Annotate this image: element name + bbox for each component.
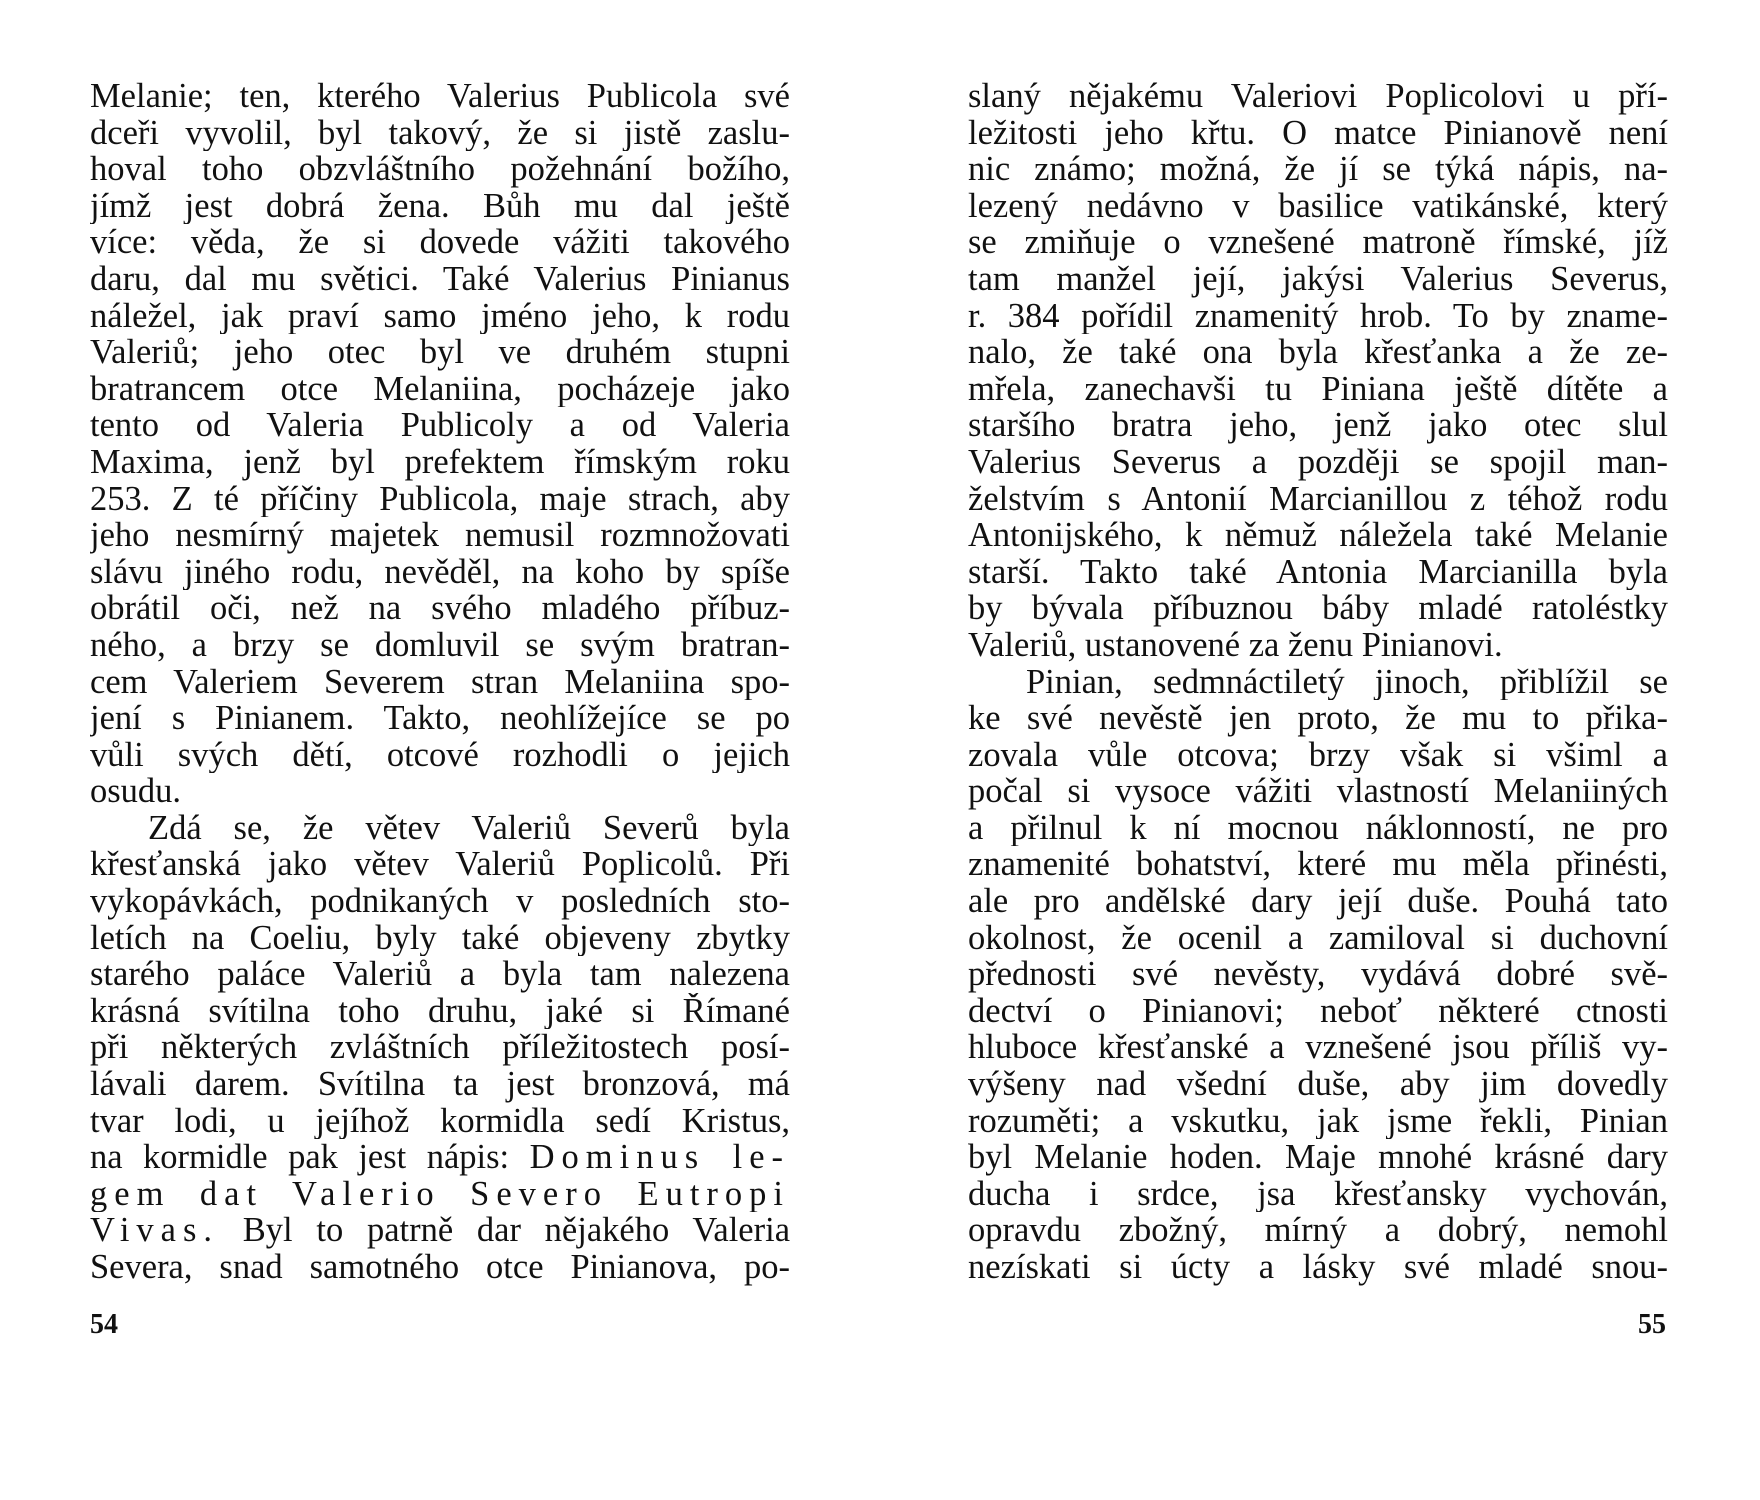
paragraph-start-line: Pinian, sedmnáctiletý jinoch, přiblížil se xyxy=(1026,663,1668,701)
text-line: byl Melanie hoden. Maje mnohé krásné dary xyxy=(968,1139,1668,1176)
text-line: počal si vysoce vážiti vlastností Melaniiných xyxy=(968,773,1668,810)
text-line: nalo, že také ona byla křesťanka a že ze- xyxy=(968,334,1668,371)
text-line: Melanie; ten, kterého Valerius Publicola své xyxy=(90,78,790,115)
text-segment: na kormidle pak jest nápis: xyxy=(90,1139,510,1176)
text-line: lezený nedávno v basilice vatikánské, který xyxy=(968,187,1668,225)
text-line: vykopávkách, podnikaných v posledních sto- xyxy=(90,883,790,920)
page-number-left: 54 xyxy=(90,1309,118,1340)
text-line: Antonijského, k němuž náležela také Melanie xyxy=(968,517,1668,554)
left-page xyxy=(90,78,790,1286)
text-line: daru, dal mu světici. Také Valerius Pinianus xyxy=(90,260,790,298)
text-line xyxy=(90,1139,790,1176)
text-line: ke své nevěstě jen proto, že mu to přika- xyxy=(968,700,1668,737)
text-line: nezískati si úcty a lásky své mladé snou- xyxy=(968,1249,1668,1286)
text-line xyxy=(90,1212,790,1249)
text-line: tvar lodi, u jejíhož kormidla sedí Kristus, xyxy=(90,1102,790,1140)
spaced-inscription: Dominus le- xyxy=(529,1139,790,1176)
text-line: r. 384 pořídil znamenitý hrob. To by zname- xyxy=(968,297,1668,335)
paragraph-start-line: Zdá se, že větev Valeriů Severů byla xyxy=(148,809,790,847)
text-line: náležel, jak praví samo jméno jeho, k rodu xyxy=(90,297,790,335)
text-line: staršího bratra jeho, jenž jako otec slul xyxy=(968,407,1668,444)
text-line: ného, a brzy se domluvil se svým bratran- xyxy=(90,626,790,664)
text-line: lávali darem. Svítilna ta jest bronzová, má xyxy=(90,1066,790,1103)
text-line: a přilnul k ní mocnou náklonností, ne pro xyxy=(968,809,1668,847)
text-line: starého paláce Valeriů a byla tam nalezena xyxy=(90,956,790,993)
text-line: ležitosti jeho křtu. O matce Pinianově není xyxy=(968,114,1668,152)
text-line: obrátil oči, než na svého mladého příbuz- xyxy=(90,590,790,627)
text-line: 253. Z té příčiny Publicola, maje strach, aby xyxy=(90,480,790,518)
text-line: dceři vyvolil, byl takový, že si jistě zaslu- xyxy=(90,114,790,152)
text-line: jímž jest dobrá žena. Bůh mu dal ještě xyxy=(90,187,790,225)
text-line: jení s Pinianem. Takto, neohlížejíce se po xyxy=(90,700,790,737)
paragraph-end-line: Valeriů, ustanovené za ženu Pinianovi. xyxy=(968,626,1503,664)
text-line: Valeriů; jeho otec byl ve druhém stupni xyxy=(90,334,790,371)
text-line: ale pro andělské dary její duše. Pouhá tato xyxy=(968,883,1668,920)
text-line: křesťanská jako větev Valeriů Poplicolů. Při xyxy=(90,846,790,884)
text-line: krásná svítilna toho druhu, jaké si Římané xyxy=(90,992,790,1030)
text-line: by bývala příbuznou báby mladé ratoléstky xyxy=(968,590,1668,627)
text-line: hluboce křesťanské a vznešené jsou příliš vy- xyxy=(968,1029,1668,1067)
text-line: Maxima, jenž byl prefektem římským roku xyxy=(90,443,790,481)
text-line: výšeny nad všední duše, aby jim dovedly xyxy=(968,1066,1668,1103)
text-line: ducha i srdce, jsa křesťansky vychován, xyxy=(968,1175,1668,1213)
text-line: Severa, snad samotného otce Pinianova, po- xyxy=(90,1249,790,1286)
text-line: slaný nějakému Valeriovi Poplicolovi u pří- xyxy=(968,78,1668,115)
text-line: nic známo; možná, že jí se týká nápis, na- xyxy=(968,151,1668,188)
text-line: bratrancem otce Melaniina, pocházeje jako xyxy=(90,370,790,408)
text-line: hoval toho obzvláštního požehnání božího, xyxy=(90,151,790,188)
text-line: slávu jiného rodu, nevěděl, na koho by spíše xyxy=(90,553,790,591)
right-page xyxy=(968,78,1668,1286)
text-line: opravdu zbožný, mírný a dobrý, nemohl xyxy=(968,1212,1668,1249)
text-line: dectví o Pinianovi; neboť některé ctnosti xyxy=(968,992,1668,1030)
text-line: želstvím s Antonií Marcianillou z téhož rodu xyxy=(968,480,1668,518)
text-line: tento od Valeria Publicoly a od Valeria xyxy=(90,407,790,444)
text-line: přednosti své nevěsty, vydává dobré svě- xyxy=(968,956,1668,993)
text-line: při některých zvláštních příležitostech posí- xyxy=(90,1029,790,1067)
text-line: letích na Coeliu, byly také objeveny zbytky xyxy=(90,919,790,957)
text-line: se zmiňuje o vznešené matroně římské, jíž xyxy=(968,224,1668,261)
text-line: jeho nesmírný majetek nemusil rozmnožovati xyxy=(90,517,790,554)
text-line: Valerius Severus a později se spojil man- xyxy=(968,443,1668,481)
text-line: tam manžel její, jakýsi Valerius Severus, xyxy=(968,260,1668,298)
text-line: okolnost, že ocenil a zamiloval si duchovní xyxy=(968,919,1668,957)
text-line: vůli svých dětí, otcové rozhodli o jejich xyxy=(90,736,790,774)
text-line: znamenité bohatství, které mu měla přinésti, xyxy=(968,846,1668,884)
text-line: více: věda, že si dovede vážiti takového xyxy=(90,224,790,261)
text-line: zovala vůle otcova; brzy však si všiml a xyxy=(968,736,1668,774)
page-number-right: 55 xyxy=(1638,1309,1666,1340)
paragraph-end-line: osudu. xyxy=(90,773,182,810)
text-segment: Byl to patrně dar nějakého Valeria xyxy=(242,1212,790,1249)
text-line: cem Valeriem Severem stran Melaniina spo- xyxy=(90,663,790,701)
spaced-inscription: Vivas. xyxy=(90,1212,220,1249)
text-line: starší. Takto také Antonia Marcianilla byla xyxy=(968,553,1668,591)
spaced-inscription-line: gem dat Valerio Severo Eutropi xyxy=(90,1175,790,1213)
text-line: mřela, zanechavši tu Piniana ještě dítěte a xyxy=(968,370,1668,408)
text-line: rozuměti; a vskutku, jak jsme řekli, Pinian xyxy=(968,1102,1668,1140)
